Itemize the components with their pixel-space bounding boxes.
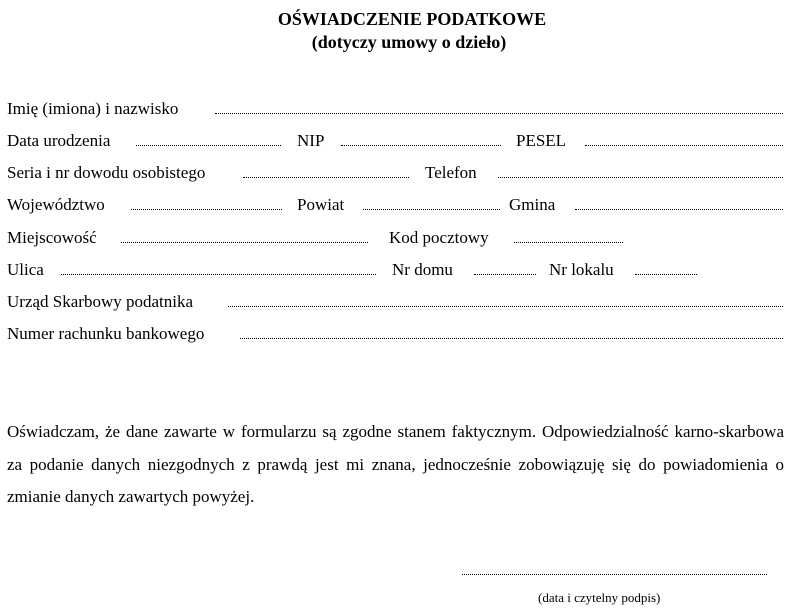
postal-code-field[interactable] — [514, 235, 623, 243]
birth-date-label: Data urodzenia — [7, 131, 111, 150]
pesel-label: PESEL — [516, 131, 567, 150]
field-row-bank-account — [7, 323, 785, 345]
voivodeship-label: Województwo — [7, 195, 105, 214]
name-field[interactable] — [215, 106, 783, 114]
birth-date-field[interactable] — [136, 138, 281, 146]
name-label: Imię (imiona) i nazwisko — [7, 99, 179, 118]
pesel-field[interactable] — [585, 138, 783, 146]
signature-caption: (data i czytelny podpis) — [538, 590, 661, 605]
field-row-tax-office — [7, 291, 785, 313]
city-field[interactable] — [121, 235, 368, 243]
phone-label: Telefon — [425, 163, 477, 182]
apartment-number-label: Nr lokalu — [549, 260, 614, 279]
field-row-region — [7, 194, 785, 216]
county-label: Powiat — [297, 195, 345, 214]
bank-account-field[interactable] — [240, 331, 783, 339]
street-field[interactable] — [61, 267, 376, 275]
field-row-name — [7, 98, 785, 120]
nip-field[interactable] — [341, 138, 501, 146]
commune-label: Gmina — [509, 195, 556, 214]
voivodeship-field[interactable] — [131, 202, 282, 210]
declaration-statement: Oświadczam, że dane zawarte w formularzu są zgodne stanem faktycznym. Odpowiedzialność karno-skarbowa za podanie danych niezgodnych z prawdą jest mi znana, jednocześnie zobowiązuję się do powiadomienia o zmianie danych zawartych powyżej. — [7, 422, 784, 506]
nip-label: NIP — [297, 131, 325, 150]
postal-code-label: Kod pocztowy — [389, 228, 489, 247]
document-title: OŚWIADCZENIE PODATKOWE — [277, 9, 547, 29]
field-row-birth-nip-pesel — [7, 130, 785, 152]
commune-field[interactable] — [575, 202, 783, 210]
field-row-id-phone — [7, 162, 785, 184]
tax-office-label: Urząd Skarbowy podatnika — [7, 292, 194, 311]
house-number-label: Nr domu — [392, 260, 453, 279]
house-number-field[interactable] — [474, 267, 536, 275]
tax-office-field[interactable] — [228, 299, 783, 307]
county-field[interactable] — [363, 202, 500, 210]
id-card-field[interactable] — [243, 170, 409, 178]
apartment-number-field[interactable] — [635, 267, 697, 275]
document-subtitle: (dotyczy umowy o dzieło) — [311, 32, 507, 52]
bank-account-label: Numer rachunku bankowego — [7, 324, 205, 343]
city-label: Miejscowość — [7, 228, 97, 247]
id-card-label: Seria i nr dowodu osobistego — [7, 163, 206, 182]
phone-field[interactable] — [498, 170, 783, 178]
field-row-address — [7, 259, 785, 281]
street-label: Ulica — [7, 260, 44, 279]
signature-field[interactable] — [462, 567, 767, 575]
field-row-city-postal — [7, 227, 785, 249]
